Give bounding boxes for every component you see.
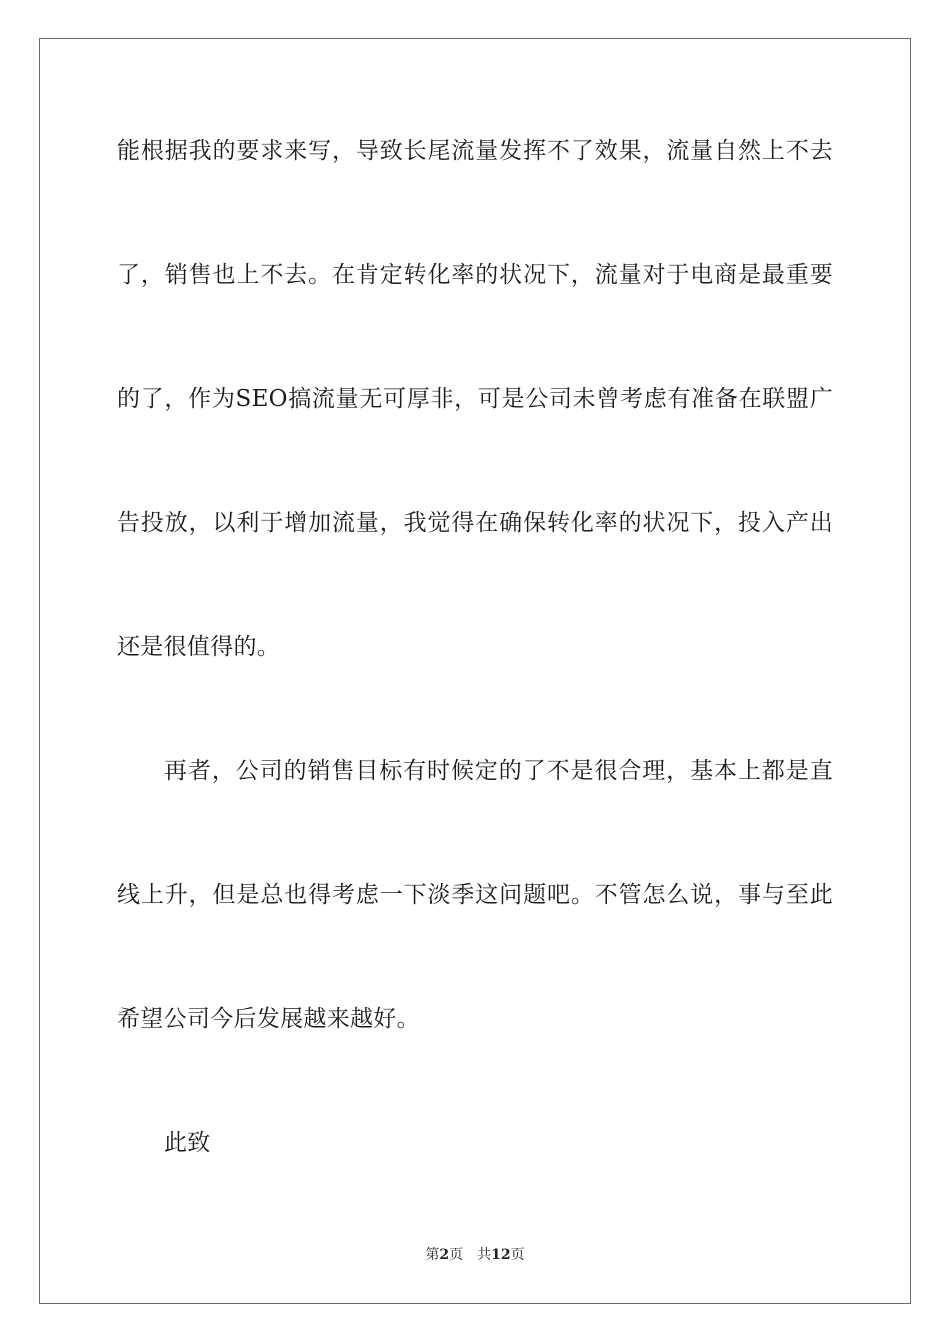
total-pages-prefix: 共 (477, 1247, 492, 1263)
page-number-suffix: 页 (449, 1247, 464, 1263)
total-page-count: 12 (491, 1247, 511, 1263)
page-footer (0, 1246, 950, 1264)
body-text-line-3: 的了，作为SEO搞流量无可厚非，可是公司未曾考虑有准备在联盟广 (117, 386, 833, 412)
body-text-line-2: 了，销售也上不去。在肯定转化率的状况下，流量对于电商是最重要 (117, 262, 833, 288)
page-number-prefix: 第 (425, 1247, 440, 1263)
page-border (39, 38, 911, 1304)
current-page-number: 2 (439, 1247, 450, 1263)
paragraph-2-line-1: 再者，公司的销售目标有时候定的了不是很合理，基本上都是直 (164, 758, 833, 784)
total-pages-suffix: 页 (510, 1247, 525, 1263)
closing-salutation: 此致 (164, 1130, 211, 1156)
body-text-line-1: 能根据我的要求来写，导致长尾流量发挥不了效果，流量自然上不去 (117, 138, 833, 164)
body-text-line-4: 告投放，以利于增加流量，我觉得在确保转化率的状况下，投入产出 (117, 510, 833, 536)
paragraph-2-line-3: 希望公司今后发展越来越好。 (117, 1006, 420, 1032)
body-text-line-5: 还是很值得的。 (117, 634, 281, 660)
paragraph-2-line-2: 线上升，但是总也得考虑一下淡季这问题吧。不管怎么说，事与至此 (117, 882, 833, 908)
